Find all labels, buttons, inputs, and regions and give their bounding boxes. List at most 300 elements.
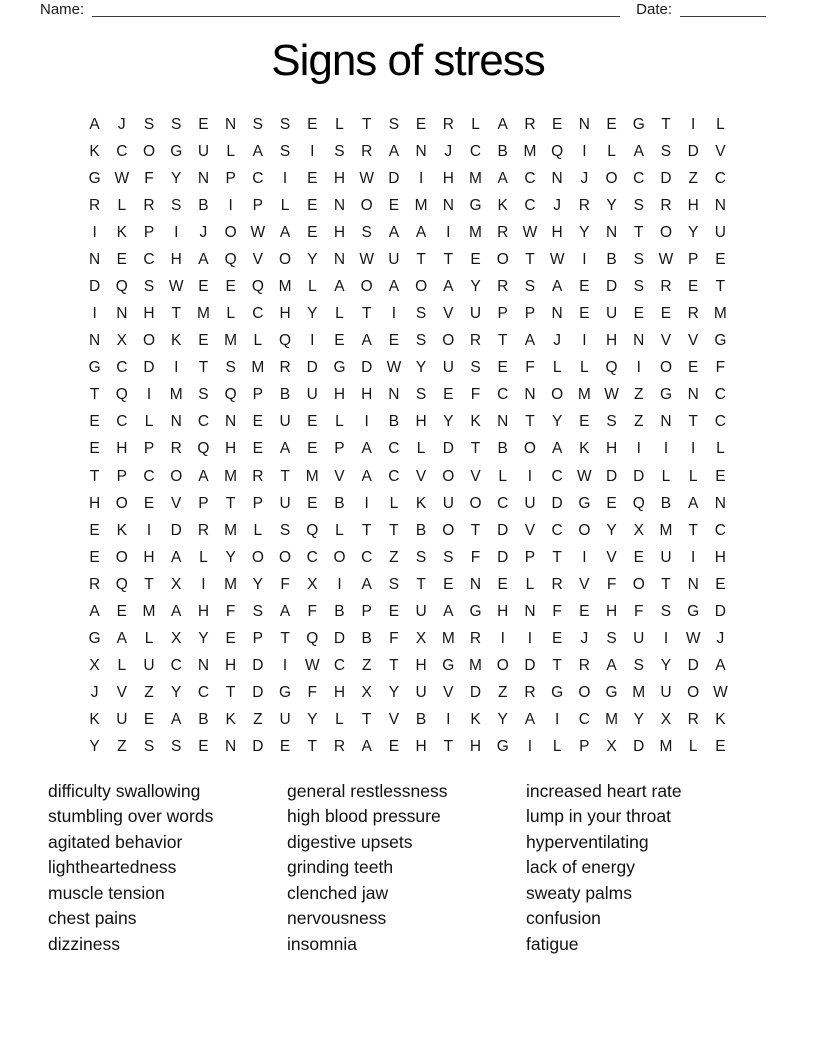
grid-cell: R xyxy=(143,196,155,214)
grid-cell: S xyxy=(606,630,617,648)
grid-cell: L xyxy=(226,305,235,323)
grid-cell: N xyxy=(497,413,509,431)
grid-cell: H xyxy=(415,413,427,431)
grid-cell: S xyxy=(279,521,291,539)
grid-cell: F xyxy=(389,630,399,648)
grid-cell: W xyxy=(658,250,674,268)
grid-cell: I xyxy=(310,142,315,160)
grid-cell: W xyxy=(386,359,402,377)
grid-cell: T xyxy=(416,250,426,268)
puzzle-title: Signs of stress xyxy=(271,36,545,85)
grid-cell: A xyxy=(524,711,536,729)
grid-cell: H xyxy=(333,386,346,404)
grid-cell: Q xyxy=(197,440,210,458)
grid-cell: S xyxy=(443,548,454,566)
grid-cell: A xyxy=(116,630,127,648)
grid-cell: G xyxy=(551,684,564,702)
grid-cell: G xyxy=(632,115,645,133)
word-item: grinding teeth xyxy=(287,857,394,878)
grid-cell: U xyxy=(197,142,210,160)
grid-cell: L xyxy=(117,657,127,675)
grid-cell: V xyxy=(252,250,264,268)
grid-cell: H xyxy=(116,440,128,458)
grid-cell: Y xyxy=(606,521,617,539)
grid-cell: G xyxy=(88,169,101,187)
grid-cell: S xyxy=(415,386,427,404)
grid-cell: O xyxy=(333,548,346,566)
grid-cell: A xyxy=(497,169,508,187)
grid-cell: Y xyxy=(579,223,590,241)
grid-cell: T xyxy=(470,521,481,539)
grid-cell: I xyxy=(146,386,152,404)
grid-cell: Q xyxy=(115,278,128,295)
grid-cell: U xyxy=(415,684,427,702)
grid-cell: D xyxy=(633,738,645,756)
grid-cell: L xyxy=(144,413,154,431)
grid-cell: V xyxy=(524,521,536,539)
grid-cell: B xyxy=(415,711,427,729)
grid-cell: Q xyxy=(115,386,128,404)
grid-cell: T xyxy=(688,413,698,431)
word-search-grid xyxy=(81,111,734,761)
grid-cell: H xyxy=(143,548,155,566)
grid-cell: S xyxy=(388,575,400,593)
grid-cell: Z xyxy=(253,711,263,729)
grid-cell: Y xyxy=(443,413,454,431)
grid-cell: L xyxy=(552,359,562,377)
grid-cell: W xyxy=(359,169,374,187)
word-item: digestive upsets xyxy=(287,831,413,852)
grid-cell: O xyxy=(496,657,509,675)
grid-cell: Z xyxy=(361,657,372,675)
grid-cell: G xyxy=(88,359,101,377)
grid-cell: N xyxy=(89,332,101,350)
grid-cell: L xyxy=(580,359,589,377)
grid-cell: E xyxy=(579,278,590,295)
grid-cell: Y xyxy=(225,548,236,566)
grid-cell: U xyxy=(714,223,726,241)
grid-cell: B xyxy=(388,413,400,431)
grid-cell: R xyxy=(660,278,672,295)
grid-cell: S xyxy=(415,548,427,566)
grid-cell: T xyxy=(361,115,372,133)
grid-cell: C xyxy=(116,359,128,377)
grid-cell: H xyxy=(279,305,291,323)
grid-cell: D xyxy=(524,657,536,675)
word-item: general restlessness xyxy=(287,781,448,801)
word-item: chest pains xyxy=(48,908,137,929)
grid-cell: V xyxy=(171,494,182,512)
grid-cell: G xyxy=(469,602,482,620)
grid-cell: O xyxy=(115,548,128,566)
grid-cell: W xyxy=(114,169,130,187)
grid-cell: Q xyxy=(551,142,564,160)
grid-cell: V xyxy=(388,711,400,729)
grid-cell: D xyxy=(333,630,346,648)
grid-cell: I xyxy=(554,711,560,729)
grid-cell: P xyxy=(252,494,264,512)
grid-cell: T xyxy=(688,521,698,539)
grid-cell: O xyxy=(279,250,292,268)
grid-cell: P xyxy=(143,440,155,458)
grid-cell: G xyxy=(687,602,700,620)
grid-cell: X xyxy=(606,738,617,756)
grid-cell: E xyxy=(551,630,563,648)
grid-cell: V xyxy=(470,467,481,485)
grid-cell: B xyxy=(198,196,209,214)
grid-cell: M xyxy=(469,223,482,241)
grid-cell: I xyxy=(636,440,641,458)
grid-cell: W xyxy=(577,467,592,485)
grid-cell: S xyxy=(279,115,291,133)
grid-cell: N xyxy=(524,602,536,620)
grid-cell: O xyxy=(115,494,128,512)
grid-cell: S xyxy=(143,738,155,756)
grid-cell: C xyxy=(116,142,128,160)
grid-cell: M xyxy=(196,305,210,323)
grid-cell: I xyxy=(527,630,533,648)
grid-cell: N xyxy=(225,115,237,133)
grid-cell: C xyxy=(497,494,509,512)
grid-cell: C xyxy=(714,521,726,539)
grid-cell: F xyxy=(225,602,236,620)
grid-cell: L xyxy=(389,494,399,512)
grid-cell: O xyxy=(551,386,564,404)
grid-cell: I xyxy=(174,223,179,241)
grid-cell: I xyxy=(527,467,533,485)
grid-cell: C xyxy=(551,467,563,485)
grid-cell: Q xyxy=(306,521,319,539)
grid-cell: S xyxy=(660,602,672,620)
grid-cell: L xyxy=(199,548,208,566)
grid-cell: R xyxy=(197,521,210,539)
grid-cell: G xyxy=(469,196,482,214)
grid-cell: E xyxy=(388,602,400,620)
grid-cell: B xyxy=(497,142,508,160)
grid-cell: E xyxy=(307,440,318,458)
grid-cell: X xyxy=(171,630,182,648)
grid-cell: R xyxy=(361,142,373,160)
grid-cell: D xyxy=(497,521,509,539)
grid-cell: N xyxy=(333,196,346,214)
grid-cell: I xyxy=(636,359,641,377)
grid-cell: A xyxy=(89,115,100,133)
grid-cell: A xyxy=(388,142,400,160)
grid-cell: L xyxy=(335,521,344,539)
grid-cell: H xyxy=(605,602,618,620)
grid-cell: T xyxy=(89,467,100,485)
grid-cell: V xyxy=(606,548,617,566)
word-item: fatigue xyxy=(526,933,579,954)
grid-cell: U xyxy=(660,548,672,566)
grid-cell: K xyxy=(89,142,100,160)
grid-cell: B xyxy=(606,250,617,268)
grid-cell: L xyxy=(335,305,344,323)
grid-cell: L xyxy=(335,711,344,729)
grid-cell: C xyxy=(143,250,155,268)
grid-cell: I xyxy=(418,169,424,187)
grid-cell: H xyxy=(442,169,454,187)
grid-cell: L xyxy=(307,278,317,295)
grid-cell: Y xyxy=(497,711,508,729)
grid-cell: B xyxy=(334,494,345,512)
grid-cell: H xyxy=(361,386,373,404)
grid-cell: S xyxy=(252,602,264,620)
grid-cell: N xyxy=(633,332,645,350)
grid-cell: A xyxy=(279,440,291,458)
grid-cell: Q xyxy=(115,575,128,593)
grid-cell: E xyxy=(89,413,100,431)
grid-cell: X xyxy=(171,575,182,593)
grid-cell: A xyxy=(388,278,400,295)
grid-cell: S xyxy=(388,115,400,133)
word-item: muscle tension xyxy=(48,882,165,903)
word-list xyxy=(48,779,786,957)
grid-cell: E xyxy=(497,575,508,593)
grid-cell: I xyxy=(582,332,587,350)
grid-cell: S xyxy=(415,332,427,350)
grid-cell: Z xyxy=(688,169,698,187)
grid-cell: G xyxy=(714,332,727,350)
grid-cell: I xyxy=(364,413,369,431)
grid-cell: V xyxy=(334,467,345,485)
grid-cell: I xyxy=(446,223,451,241)
grid-cell: S xyxy=(660,142,672,160)
grid-cell: N xyxy=(687,386,699,404)
grid-cell: I xyxy=(337,575,342,593)
word-list-column-1 xyxy=(48,779,287,957)
grid-cell: N xyxy=(225,738,237,756)
name-blank-line xyxy=(92,1,620,17)
grid-cell: I xyxy=(282,657,288,675)
grid-cell: L xyxy=(471,115,480,133)
grid-cell: W xyxy=(522,223,538,241)
grid-cell: B xyxy=(361,630,372,648)
grid-cell: O xyxy=(170,467,183,485)
grid-cell: N xyxy=(333,250,346,268)
grid-cell: W xyxy=(604,386,619,404)
grid-cell: C xyxy=(714,413,726,431)
grid-cell: I xyxy=(691,548,696,566)
grid-cell: T xyxy=(89,386,100,404)
grid-cell: Y xyxy=(89,738,100,756)
grid-cell: C xyxy=(333,657,346,675)
grid-cell: C xyxy=(197,413,210,431)
grid-cell: N xyxy=(714,196,726,214)
grid-cell: Y xyxy=(171,169,182,187)
grid-cell: U xyxy=(279,711,291,729)
word-item: dizziness xyxy=(48,933,120,954)
grid-cell: O xyxy=(469,494,482,512)
grid-cell: N xyxy=(524,386,536,404)
word-item: insomnia xyxy=(287,933,358,954)
grid-cell: H xyxy=(225,440,237,458)
grid-cell: N xyxy=(551,169,563,187)
grid-cell: O xyxy=(496,250,509,268)
grid-cell: E xyxy=(307,413,318,431)
grid-cell: D xyxy=(551,494,563,512)
grid-cell: W xyxy=(549,250,565,268)
grid-cell: M xyxy=(278,278,292,295)
grid-cell: G xyxy=(88,630,101,648)
grid-cell: Q xyxy=(224,386,237,404)
grid-cell: L xyxy=(253,332,263,350)
grid-cell: U xyxy=(633,630,645,648)
grid-cell: N xyxy=(197,657,210,675)
grid-cell: A xyxy=(361,575,372,593)
grid-cell: S xyxy=(171,196,182,214)
worksheet-header xyxy=(40,1,766,18)
grid-cell: F xyxy=(634,602,644,620)
grid-cell: Z xyxy=(389,548,399,566)
grid-cell: H xyxy=(197,602,210,620)
grid-cell: L xyxy=(226,142,235,160)
grid-cell: S xyxy=(606,413,617,431)
grid-cell: B xyxy=(198,711,209,729)
grid-cell: G xyxy=(333,359,346,377)
grid-cell: O xyxy=(605,169,618,187)
grid-cell: E xyxy=(307,196,318,214)
grid-cell: A xyxy=(551,440,563,458)
word-item: stumbling over words xyxy=(48,806,214,827)
grid-cell: S xyxy=(334,142,345,160)
grid-cell: N xyxy=(714,494,726,512)
grid-cell: T xyxy=(361,305,372,323)
grid-cell: R xyxy=(687,711,699,729)
grid-cell: T xyxy=(389,521,399,539)
grid-cell: J xyxy=(553,332,562,350)
date-blank-line xyxy=(680,1,766,17)
grid-cell: G xyxy=(170,142,183,160)
grid-cell: C xyxy=(170,657,182,675)
grid-cell: I xyxy=(527,738,533,756)
grid-cell: Q xyxy=(306,630,319,648)
grid-cell: Y xyxy=(606,196,617,214)
grid-cell: D xyxy=(469,684,482,702)
grid-cell: N xyxy=(469,575,482,593)
grid-cell: T xyxy=(225,684,236,702)
grid-cell: N xyxy=(415,142,427,160)
grid-cell: K xyxy=(715,711,726,729)
grid-cell: C xyxy=(197,684,210,702)
grid-cell: R xyxy=(524,684,536,702)
grid-cell: B xyxy=(660,494,672,512)
grid-cell: B xyxy=(334,602,345,620)
grid-cell: C xyxy=(497,386,509,404)
grid-cell: R xyxy=(170,440,182,458)
grid-cell: E xyxy=(143,711,155,729)
grid-cell: A xyxy=(279,602,291,620)
grid-cell: S xyxy=(143,278,155,295)
grid-cell: E xyxy=(89,548,100,566)
grid-cell: S xyxy=(171,115,182,133)
grid-cell: E xyxy=(660,305,672,323)
grid-cell: G xyxy=(578,494,591,512)
word-item: increased heart rate xyxy=(526,781,682,801)
word-list-column-2 xyxy=(287,779,526,957)
grid-cell: A xyxy=(524,332,536,350)
grid-cell: E xyxy=(415,115,427,133)
grid-cell: A xyxy=(171,548,182,566)
grid-cell: A xyxy=(279,223,291,241)
grid-cell: J xyxy=(580,630,589,648)
grid-cell: C xyxy=(714,169,726,187)
grid-cell: Q xyxy=(632,494,645,512)
grid-cell: A xyxy=(443,278,454,295)
grid-cell: I xyxy=(582,250,587,268)
grid-cell: Y xyxy=(252,575,264,593)
grid-cell: T xyxy=(389,657,399,675)
grid-cell: L xyxy=(117,196,127,214)
word-item: clenched jaw xyxy=(287,882,389,903)
grid-cell: T xyxy=(525,413,535,431)
grid-cell: Y xyxy=(171,684,182,702)
grid-cell: T xyxy=(144,575,154,593)
grid-cell: T xyxy=(552,657,562,675)
grid-cell: I xyxy=(92,305,97,323)
grid-cell: U xyxy=(415,602,427,620)
grid-cell: E xyxy=(443,575,454,593)
grid-cell: I xyxy=(582,142,587,160)
grid-cell: G xyxy=(659,386,672,404)
grid-cell: D xyxy=(687,657,699,675)
grid-cell: E xyxy=(688,278,699,295)
grid-cell: S xyxy=(171,738,182,756)
grid-cell: T xyxy=(525,250,535,268)
grid-cell: Q xyxy=(605,359,618,377)
grid-cell: Z xyxy=(497,684,508,702)
grid-cell: H xyxy=(333,169,346,187)
grid-cell: N xyxy=(578,115,590,133)
grid-cell: N xyxy=(442,196,454,214)
grid-cell: K xyxy=(116,521,127,539)
grid-cell: V xyxy=(443,305,454,323)
grid-cell: A xyxy=(198,467,209,485)
grid-cell: X xyxy=(361,684,372,702)
grid-cell: M xyxy=(659,521,673,539)
grid-cell: T xyxy=(198,359,209,377)
grid-cell: P xyxy=(252,386,264,404)
grid-cell: E xyxy=(579,413,590,431)
grid-cell: I xyxy=(663,630,669,648)
grid-cell: A xyxy=(715,657,726,675)
grid-cell: S xyxy=(361,223,372,241)
grid-cell: Q xyxy=(224,250,237,268)
grid-cell: E xyxy=(89,521,100,539)
grid-cell: A xyxy=(497,115,508,133)
grid-cell: F xyxy=(280,575,290,593)
grid-cell: O xyxy=(224,223,237,241)
grid-cell: E xyxy=(388,196,400,214)
grid-cell: H xyxy=(415,738,427,756)
grid-cell: N xyxy=(89,250,101,268)
grid-cell: U xyxy=(143,657,155,675)
grid-cell: S xyxy=(415,305,427,323)
grid-cell: C xyxy=(361,548,373,566)
grid-cell: O xyxy=(523,440,536,458)
grid-cell: M xyxy=(577,386,591,404)
grid-cell: R xyxy=(469,332,482,350)
grid-cell: X xyxy=(633,521,644,539)
grid-cell: W xyxy=(359,250,374,268)
grid-cell: E xyxy=(198,115,209,133)
word-item: lightheartedness xyxy=(48,857,177,878)
grid-cell: Y xyxy=(688,223,699,241)
word-list-column-3 xyxy=(526,779,682,957)
grid-cell: W xyxy=(304,657,320,675)
grid-cell: M xyxy=(142,602,156,620)
grid-cell: E xyxy=(606,115,617,133)
